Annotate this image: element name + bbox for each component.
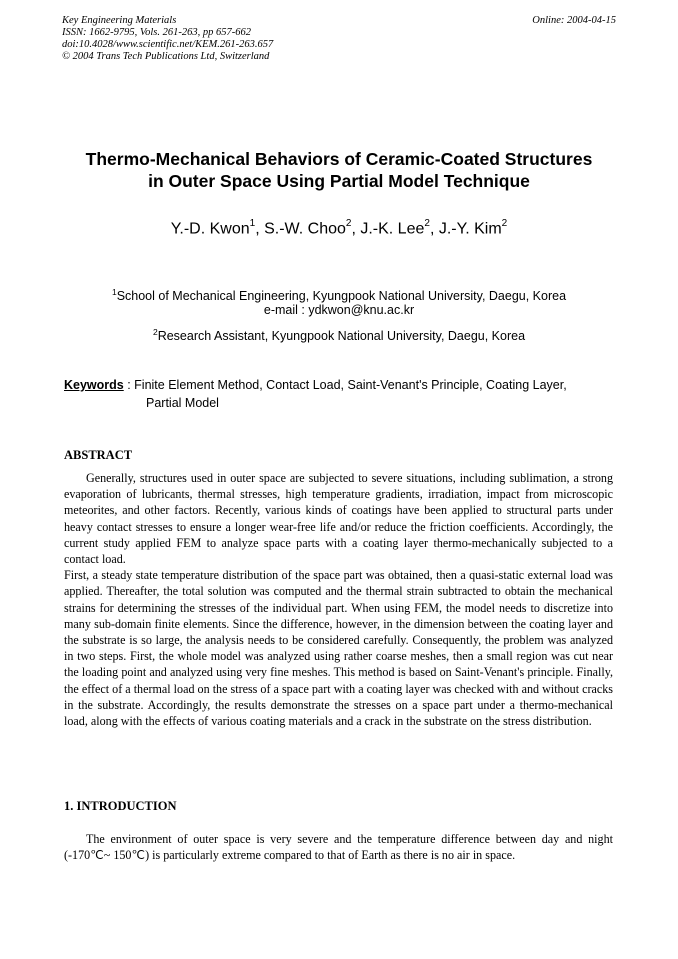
copyright-line: © 2004 Trans Tech Publications Ltd, Switzerland: [62, 51, 270, 62]
author-separator: ,: [429, 220, 439, 238]
online-date: Online: 2004-04-15: [532, 15, 616, 26]
issn-line: ISSN: 1662-9795, Vols. 261-263, pp 657-662: [62, 27, 251, 38]
affiliation-2: [40, 324, 638, 345]
keywords-line-2: Partial Model: [146, 396, 219, 410]
keywords-block: [64, 376, 620, 412]
title-line-2: in Outer Space Using Partial Model Technique: [148, 171, 530, 191]
author-affil-sup: 1: [249, 218, 256, 229]
author-name: J.-Y. Kim: [438, 220, 502, 238]
introduction-heading: 1. INTRODUCTION: [64, 799, 177, 813]
affiliation-text: Research Assistant, Kyungpook National University, Daegu, Korea: [157, 329, 526, 344]
paper-title: [40, 148, 638, 192]
abstract-paragraph-1: Generally, structures used in outer space are subjected to severe situations, including sublimation, a strong evaporation of lubricants, thermal stresses, high temperature gradients, irradiation, impact from microscopic meteorites, and other factors. Recently, various kinds of coatings have been applied to structural parts under heavy contact stresses to ensure a longer wear-free life and/or reduce the friction coefficients. Accordingly, the current study applied FEM to analyze space parts with a coating layer thermo-mechanically subjected to a contact load.: [64, 471, 613, 567]
author-name: Y.-D. Kwon: [170, 220, 250, 238]
author-name: J.-K. Lee: [360, 220, 425, 238]
journal-name: Key Engineering Materials: [62, 15, 177, 26]
affiliation-text: School of Mechanical Engineering, Kyungpook National University, Daegu, Korea: [116, 289, 567, 304]
journal-header: [62, 15, 616, 63]
author-separator: ,: [255, 220, 265, 238]
abstract-heading: ABSTRACT: [64, 448, 133, 462]
introduction-body: [64, 831, 613, 863]
title-line-1: Thermo-Mechanical Behaviors of Ceramic-Coated Structures: [85, 149, 593, 169]
author-separator: ,: [351, 220, 361, 238]
doi-line[interactable]: doi:10.4028/www.scientific.net/KEM.261-263.657: [62, 39, 274, 50]
introduction-paragraph-1: The environment of outer space is very severe and the temperature difference between day and night (-170℃~ 150℃) is particularly extreme compared to that of Earth as there is no air in space.: [64, 832, 613, 863]
author-name: S.-W. Choo: [264, 220, 346, 238]
author-affil-sup: 2: [345, 218, 352, 229]
abstract-paragraph-2: First, a steady state temperature distribution of the space part was obtained, then a quasi-static external load was applied. Thereafter, the total solution was computed and the thermal strain subtracted to obtain the mechanical strains for determining the stresses of the individual part. When using FEM, the model needs to discretize into many sub-domain finite elements. Since the difference, however, in the dimension between the coating layer and the substrate is so large, the analysis needs to be considered carefully. Consequently, the problem was analyzed in two steps. First, the whole model was analyzed using rather coarse meshes, then a small region was cut near the loading point and analyzed using very fine meshes. This method is based on Saint-Venant's principle. Finally, the effect of a thermal load on the stress of a space part with a coating layer was checked with and without cracks in the substrate. Accordingly, the results demonstrate the stresses on a space part under a thermo-mechanical load, along with the effects of various coating materials and a crack in the substrate on the stress distribution.: [64, 568, 613, 729]
author-affil-sup: 2: [501, 218, 508, 229]
affiliation-sup: 1: [111, 287, 117, 297]
author-list: [40, 215, 638, 239]
keywords-label: Keywords: [64, 378, 124, 392]
keywords-line-1: : Finite Element Method, Contact Load, Saint-Venant's Principle, Coating Layer,: [123, 378, 567, 392]
email-line[interactable]: e-mail : ydkwon@knu.ac.kr: [263, 303, 415, 317]
affiliation-sup: 2: [152, 327, 158, 337]
author-affil-sup: 2: [424, 218, 430, 229]
abstract-body: [64, 470, 613, 729]
